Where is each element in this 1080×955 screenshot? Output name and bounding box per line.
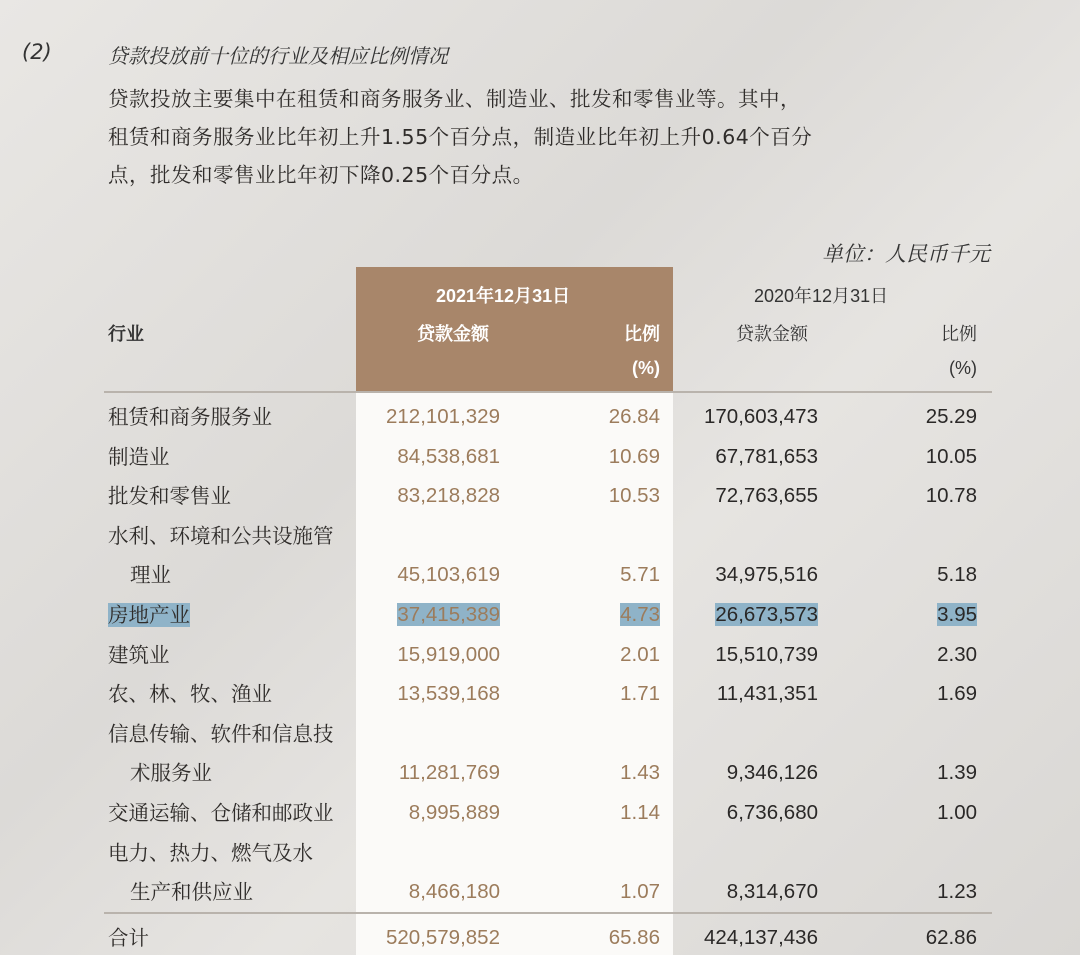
header-ratio-2020: 比例 — [941, 324, 977, 345]
ratio-2020-cell — [937, 678, 977, 710]
table-row — [0, 599, 1080, 631]
section-number: (2) — [22, 40, 52, 64]
total-amount-2021-cell — [386, 922, 500, 954]
header-industry: 行业 — [108, 324, 144, 345]
total-label-cell — [108, 922, 149, 954]
header-ratio-2021: 比例 — [624, 324, 660, 345]
table-row — [0, 639, 1080, 671]
ratio-2020: 25.29 — [925, 405, 977, 428]
industry-name-continued-cell — [130, 876, 253, 908]
industry-name: 制造业 — [108, 444, 170, 469]
industry-name: 批发和零售业 — [108, 484, 231, 509]
industry-name-continued-cell — [130, 757, 212, 789]
ratio-2021: 1.71 — [620, 682, 660, 706]
ratio-2020-cell — [926, 401, 977, 433]
table-row-continuation — [0, 876, 1080, 908]
amount-2020-cell — [704, 401, 818, 433]
table-row — [0, 401, 1080, 433]
amount-2020: 26,673,573 — [715, 603, 818, 626]
amount-2020-cell — [715, 480, 818, 512]
ratio-2020: 1.23 — [937, 880, 977, 904]
amount-2021-cell — [397, 678, 500, 710]
industry-name-cell — [108, 480, 231, 512]
header-percent-2020: (%) — [949, 358, 977, 378]
amount-2021: 84,538,681 — [397, 444, 500, 468]
ratio-2021: 1.07 — [620, 880, 660, 904]
amount-2021-cell — [397, 639, 500, 671]
ratio-2020: 10.05 — [925, 444, 977, 468]
ratio-2020: 5.18 — [937, 563, 977, 587]
amount-2021-cell — [397, 599, 500, 631]
table-row-continuation — [0, 757, 1080, 789]
ratio-2021: 10.53 — [608, 484, 660, 508]
ratio-2021-cell — [620, 639, 660, 671]
amount-2021: 212,101,329 — [385, 405, 500, 428]
ratio-2020: 2.30 — [937, 642, 977, 666]
amount-2020: 34,975,516 — [715, 563, 818, 587]
amount-2020: 6,736,680 — [726, 801, 818, 824]
total-label: 合计 — [108, 926, 149, 950]
total-ratio-2021-cell — [609, 922, 660, 954]
amount-2021-cell — [409, 876, 500, 908]
amount-2021: 15,919,000 — [397, 642, 500, 666]
paragraph-line: 贷款投放主要集中在租赁和商务服务业、制造业、批发和零售业等。其中， — [108, 87, 801, 111]
amount-2021: 83,218,828 — [397, 484, 500, 508]
industry-name-continued-cell — [130, 559, 171, 591]
header-amount-2021: 贷款金额 — [417, 324, 489, 345]
amount-2021: 37,415,389 — [397, 603, 500, 626]
industry-name-cell — [108, 837, 313, 869]
amount-2020-cell — [715, 599, 818, 631]
industry-name: 水利、环境和公共设施管 — [108, 523, 334, 548]
industry-name: 信息传输、软件和信息技 — [108, 721, 334, 746]
ratio-2021-cell — [620, 559, 660, 591]
ratio-2021-cell — [620, 599, 660, 631]
industry-name: 交通运输、仓储和邮政业 — [108, 801, 334, 825]
industry-name-continued: 术服务业 — [130, 761, 212, 786]
table-row — [0, 718, 1080, 750]
amount-2021-cell — [397, 480, 500, 512]
ratio-2020-cell — [926, 441, 977, 473]
ratio-2020-cell — [937, 599, 977, 631]
ratio-2021: 10.69 — [608, 444, 660, 468]
amount-2020-cell — [715, 441, 818, 473]
amount-2020-cell — [727, 876, 818, 908]
amount-2020-cell — [727, 797, 818, 829]
total-ratio-2020-cell — [926, 922, 977, 954]
industry-name-cell — [108, 797, 334, 829]
ratio-2020: 10.78 — [925, 484, 977, 508]
total-divider — [104, 912, 992, 914]
industry-name-continued: 生产和供应业 — [130, 880, 253, 905]
amount-2020-cell — [715, 639, 818, 671]
ratio-2021: 4.73 — [620, 603, 660, 626]
ratio-2021: 5.71 — [620, 563, 660, 587]
table-row — [0, 797, 1080, 829]
table-row — [0, 678, 1080, 710]
ratio-2021: 2.01 — [620, 642, 660, 666]
ratio-2021-cell — [609, 401, 660, 433]
ratio-2020-cell — [926, 480, 977, 512]
amount-2020: 8,314,670 — [726, 880, 818, 904]
amount-2021: 8,995,889 — [408, 801, 500, 824]
industry-name: 建筑业 — [108, 642, 170, 667]
paragraph-line: 点，批发和零售业比年初下降0.25个百分点。 — [108, 163, 534, 187]
amount-2021-cell — [399, 757, 500, 789]
paragraph-line: 租赁和商务服务业比年初上升1.55个百分点，制造业比年初上升0.64个百分 — [108, 125, 813, 149]
header-percent-2021: (%) — [632, 358, 660, 378]
ratio-2020: 3.95 — [937, 603, 977, 626]
industry-name-continued: 理业 — [130, 563, 171, 588]
table-row-continuation — [0, 559, 1080, 591]
amount-2020-cell — [715, 559, 818, 591]
industry-name-cell — [108, 520, 334, 552]
industry-name: 租赁和商务服务业 — [108, 405, 272, 429]
section-title: 贷款投放前十位的行业及相应比例情况 — [108, 44, 448, 68]
ratio-2021-cell — [620, 757, 660, 789]
unit-label: 单位：人民币千元 — [822, 242, 990, 266]
total-ratio-2021: 65.86 — [608, 926, 660, 949]
industry-name-cell — [108, 599, 190, 631]
ratio-2021-cell — [620, 876, 660, 908]
industry-name: 电力、热力、燃气及水 — [108, 840, 313, 865]
table-row — [0, 441, 1080, 473]
industry-name: 农、林、牧、渔业 — [108, 682, 272, 707]
amount-2020: 11,431,351 — [716, 682, 818, 706]
amount-2020-cell — [727, 757, 818, 789]
amount-2020: 15,510,739 — [715, 642, 818, 666]
ratio-2020: 1.69 — [937, 682, 977, 706]
industry-name-cell — [108, 678, 272, 710]
ratio-2021-cell — [609, 441, 660, 473]
amount-2021-cell — [397, 559, 500, 591]
industry-name-cell — [108, 718, 334, 750]
ratio-2020-cell — [937, 797, 977, 829]
total-amount-2020: 424,137,436 — [703, 926, 818, 949]
ratio-2020: 1.00 — [937, 801, 977, 824]
amount-2020: 9,346,126 — [726, 761, 818, 785]
amount-2021: 11,281,769 — [398, 761, 500, 785]
industry-name-cell — [108, 639, 170, 671]
total-ratio-2020: 62.86 — [925, 926, 977, 949]
amount-2021: 45,103,619 — [397, 563, 500, 587]
table-row — [0, 480, 1080, 512]
amount-2020: 170,603,473 — [703, 405, 818, 428]
header-amount-2020: 贷款金额 — [736, 324, 808, 345]
industry-name-cell — [108, 441, 170, 473]
ratio-2020-cell — [937, 559, 977, 591]
header-year-2021: 2021年12月31日 — [436, 286, 571, 306]
total-row — [0, 922, 1080, 954]
table-row — [0, 837, 1080, 869]
header-divider — [104, 391, 992, 393]
table-row — [0, 520, 1080, 552]
ratio-2021: 26.84 — [608, 405, 660, 428]
amount-2020-cell — [717, 678, 818, 710]
amount-2020: 67,781,653 — [715, 444, 818, 468]
ratio-2020-cell — [937, 876, 977, 908]
amount-2021: 13,539,168 — [397, 682, 500, 706]
amount-2021-cell — [409, 797, 500, 829]
amount-2021-cell — [386, 401, 500, 433]
ratio-2021: 1.14 — [620, 801, 660, 824]
amount-2021-cell — [397, 441, 500, 473]
ratio-2021-cell — [620, 797, 660, 829]
ratio-2020-cell — [937, 639, 977, 671]
header-year-2020: 2020年12月31日 — [754, 286, 889, 306]
total-amount-2020-cell — [704, 922, 818, 954]
ratio-2020-cell — [937, 757, 977, 789]
amount-2021: 8,466,180 — [408, 880, 500, 904]
current-year-column-background — [356, 392, 673, 955]
total-amount-2021: 520,579,852 — [385, 926, 500, 949]
industry-name-cell — [108, 401, 272, 433]
amount-2020: 72,763,655 — [715, 484, 818, 508]
ratio-2021-cell — [609, 480, 660, 512]
ratio-2021-cell — [620, 678, 660, 710]
ratio-2020: 1.39 — [937, 761, 977, 785]
industry-name: 房地产业 — [108, 603, 190, 627]
ratio-2021: 1.43 — [620, 761, 660, 785]
